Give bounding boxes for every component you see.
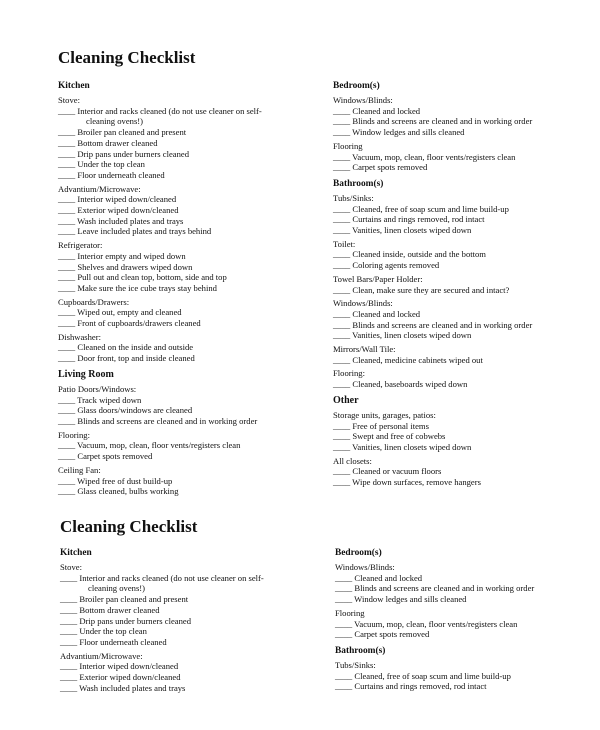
checklist-item — [333, 431, 598, 442]
checklist-item — [60, 683, 325, 694]
checklist-item — [58, 138, 323, 149]
checklist-item-text: ____ Wiped out, empty and cleaned — [58, 307, 182, 318]
section-heading: Kitchen — [60, 548, 92, 558]
section-heading: Bedroom(s) — [335, 548, 382, 558]
checklist-item-text: ____ Vanities, linen closets wiped down — [333, 225, 472, 236]
checklist-item — [333, 466, 598, 477]
item-group — [60, 562, 325, 648]
group-label: Flooring: — [58, 429, 90, 440]
checklist-item-text: ____ Glass doors/windows are cleaned — [58, 405, 193, 416]
checklist-item-text: ____ Interior wiped down/cleaned — [58, 194, 177, 205]
item-group — [58, 184, 323, 238]
checklist-item-text: ____ Cleaned, free of soap scum and lime build-up — [335, 670, 511, 681]
checklist-item-text: ____ Exterior wiped down/cleaned — [58, 205, 179, 216]
checklist-item-text: ____ Drip pans under burners cleaned — [58, 148, 190, 159]
checklist-item — [333, 106, 598, 117]
checklist-item — [335, 619, 600, 630]
checklist-item — [333, 116, 598, 127]
section-bathroom-s — [335, 645, 600, 692]
left-column — [58, 80, 323, 502]
group-label: Ceiling Fan: — [58, 464, 101, 475]
checklist-item-text: ____ Carpet spots removed — [333, 162, 428, 173]
checklist-item — [333, 127, 598, 138]
checklist-item-text: ____ Wiped free of dust build-up — [58, 475, 173, 486]
checklist-item-text: ____ Cleaned inside, outside and the bottom — [333, 249, 486, 260]
checklist-item-text: ____ Broiler pan cleaned and present — [60, 594, 189, 605]
item-group — [333, 141, 598, 173]
group-label: Tubs/Sinks: — [333, 192, 374, 203]
group-label: Tubs/Sinks: — [335, 659, 376, 670]
checklist-item-text: ____ Interior and racks cleaned (do not use cleaner on self- — [58, 105, 262, 116]
checklist-item-text: ____ Make sure the ice cube trays stay behind — [58, 282, 217, 293]
checklist-item — [333, 162, 598, 173]
checklist-item — [333, 214, 598, 225]
checklist-item — [60, 661, 325, 672]
checklist-page-2 — [0, 510, 600, 730]
group-label: Flooring — [335, 607, 365, 618]
group-label: Stove: — [60, 562, 82, 572]
page-title: Cleaning Checklist — [58, 48, 196, 67]
item-group — [333, 239, 598, 271]
section-living-room — [58, 369, 323, 497]
checklist-item-text: ____ Swept and free of cobwebs — [333, 431, 446, 442]
item-group — [333, 298, 598, 341]
checklist-item-text: ____ Vacuum, mop, clean, floor vents/registers clean — [58, 440, 241, 451]
group-label: Flooring: — [333, 368, 365, 379]
checklist-item — [58, 395, 323, 406]
group-label: Dishwasher: — [58, 331, 101, 342]
right-column — [335, 547, 600, 697]
checklist-item-text: ____ Interior and racks cleaned (do not use cleaner on self- — [60, 572, 264, 583]
group-label: Flooring — [333, 140, 363, 151]
group-label: Cupboards/Drawers: — [58, 296, 130, 307]
checklist-item — [58, 307, 323, 318]
group-label: Advantium/Microwave: — [58, 183, 141, 194]
checklist-item-text: ____ Vacuum, mop, clean, floor vents/registers clean — [335, 618, 518, 629]
checklist-item-text: ____ Window ledges and sills cleaned — [335, 594, 467, 605]
checklist-item-text: ____ Under the top clean — [58, 159, 145, 170]
right-column — [333, 80, 598, 493]
checklist-item-text: ____ Cleaned, free of soap scum and lime build-up — [333, 203, 509, 214]
group-label: Patio Doors/Windows: — [58, 383, 137, 394]
checklist-item — [333, 225, 598, 236]
checklist-item — [58, 318, 323, 329]
item-group — [58, 240, 323, 294]
checklist-item-text: ____ Coloring agents removed — [333, 260, 440, 271]
checklist-item — [333, 152, 598, 163]
checklist-item — [58, 416, 323, 427]
section-kitchen — [60, 547, 325, 693]
checklist-item-text: ____ Door front, top and inside cleaned — [58, 353, 195, 364]
checklist-item-text: ____ Exterior wiped down/cleaned — [60, 672, 181, 683]
checklist-item-text: ____ Carpet spots removed — [335, 629, 430, 640]
checklist-item — [333, 379, 598, 390]
checklist-item — [58, 272, 323, 283]
checklist-item-text: ____ Interior wiped down/cleaned — [60, 661, 179, 672]
section-bathroom-s — [333, 178, 598, 390]
item-group — [335, 562, 600, 605]
section-heading: Bathroom(s) — [333, 178, 384, 189]
item-group — [333, 410, 598, 453]
checklist-item — [333, 355, 598, 366]
checklist-item-text: ____ Vanities, linen closets wiped down — [333, 330, 472, 341]
section-kitchen — [58, 80, 323, 364]
checklist-item — [60, 594, 325, 605]
checklist-item-text: ____ Blinds and screens are cleaned and in working order — [58, 415, 258, 426]
item-group — [333, 368, 598, 389]
checklist-item — [58, 127, 323, 138]
checklist-item-text: ____ Wash included plates and trays — [58, 215, 184, 226]
checklist-item-text: ____ Glass cleaned, bulbs working — [58, 486, 179, 497]
item-group — [333, 193, 598, 236]
item-group — [58, 297, 323, 329]
checklist-item — [58, 451, 323, 462]
checklist-item-text: ____ Cleaned on the inside and outside — [58, 342, 194, 353]
group-label: Storage units, garages, patios: — [333, 409, 436, 420]
group-label: Advantium/Microwave: — [60, 650, 143, 661]
item-group — [333, 344, 598, 365]
checklist-item — [335, 681, 600, 692]
item-group — [58, 430, 323, 462]
item-group — [333, 95, 598, 138]
group-label: Stove: — [58, 95, 80, 105]
group-label: Windows/Blinds: — [333, 95, 393, 105]
checklist-item — [333, 309, 598, 320]
section-bedroom-s — [333, 80, 598, 173]
checklist-item — [58, 342, 323, 353]
checklist-item — [335, 671, 600, 682]
checklist-item-text: ____ Curtains and rings removed, rod intact — [335, 681, 487, 692]
checklist-item-text: ____ Blinds and screens are cleaned and in working order — [333, 319, 533, 330]
checklist-item-text: ____ Broiler pan cleaned and present — [58, 127, 187, 138]
checklist-item — [335, 629, 600, 640]
checklist-item-text: ____ Floor underneath cleaned — [58, 169, 165, 180]
item-group — [333, 456, 598, 488]
checklist-item — [58, 159, 323, 170]
checklist-item-text: ____ Cleaned and locked — [333, 308, 421, 319]
checklist-item — [58, 262, 323, 273]
checklist-item-text: ____ Free of personal items — [333, 420, 429, 431]
checklist-item-text: ____ Bottom drawer cleaned — [58, 137, 158, 148]
checklist-item-text: ____ Cleaned, baseboards wiped down — [333, 379, 468, 390]
group-label: Towel Bars/Paper Holder: — [333, 273, 423, 284]
checklist-item — [58, 353, 323, 364]
item-group — [58, 332, 323, 364]
checklist-item — [335, 583, 600, 594]
checklist-item — [58, 486, 323, 497]
checklist-item — [58, 216, 323, 227]
checklist-item-text: ____ Vanities, linen closets wiped down — [333, 441, 472, 452]
checklist-item — [58, 170, 323, 181]
checklist-item — [60, 637, 325, 648]
group-label: Windows/Blinds: — [333, 298, 393, 309]
checklist-item — [58, 194, 323, 205]
checklist-item-text: ____ Track wiped down — [58, 394, 142, 405]
section-heading: Kitchen — [58, 81, 90, 91]
checklist-item — [333, 249, 598, 260]
checklist-item — [333, 477, 598, 488]
checklist-item-text: ____ Blinds and screens are cleaned and in working order — [335, 583, 535, 594]
left-column — [60, 547, 325, 698]
checklist-item — [58, 405, 323, 416]
group-label: Mirrors/Wall Tile: — [333, 344, 396, 355]
checklist-item-text: ____ Floor underneath cleaned — [60, 636, 167, 647]
group-label: Windows/Blinds: — [335, 562, 395, 572]
checklist-item — [58, 476, 323, 487]
checklist-item-text: ____ Bottom drawer cleaned — [60, 604, 160, 615]
checklist-item — [333, 330, 598, 341]
checklist-item — [60, 573, 325, 584]
checklist-item-text: cleaning ovens!) — [88, 583, 146, 594]
item-group — [58, 465, 323, 497]
item-group — [335, 660, 600, 692]
checklist-item-text: ____ Leave included plates and trays behind — [58, 226, 212, 237]
section-heading: Living Room — [58, 368, 114, 380]
checklist-item-text: ____ Wash included plates and trays — [60, 682, 186, 693]
checklist-item — [60, 605, 325, 616]
checklist-item — [60, 616, 325, 627]
item-group — [58, 95, 323, 181]
checklist-item — [333, 260, 598, 271]
checklist-item — [58, 440, 323, 451]
checklist-item-text: ____ Vacuum, mop, clean, floor vents/registers clean — [333, 151, 516, 162]
checklist-item-text: ____ Blinds and screens are cleaned and in working order — [333, 116, 533, 127]
checklist-item-continuation — [58, 116, 323, 127]
section-heading: Bedroom(s) — [333, 81, 380, 91]
item-group — [335, 608, 600, 640]
checklist-item-text: ____ Cleaned and locked — [335, 572, 423, 583]
group-label: Refrigerator: — [58, 240, 103, 251]
checklist-item-text: ____ Clean, make sure they are secured and intact? — [333, 284, 510, 295]
checklist-item — [333, 421, 598, 432]
checklist-item — [335, 573, 600, 584]
checklist-item — [58, 226, 323, 237]
checklist-item — [335, 594, 600, 605]
section-other — [333, 395, 598, 488]
checklist-item — [58, 205, 323, 216]
checklist-item-text: ____ Front of cupboards/drawers cleaned — [58, 318, 201, 329]
group-label: Toilet: — [333, 238, 356, 249]
checklist-item-text: ____ Drip pans under burners cleaned — [60, 615, 192, 626]
checklist-item-text: ____ Cleaned, medicine cabinets wiped out — [333, 354, 483, 365]
checklist-item — [58, 283, 323, 294]
checklist-item — [58, 149, 323, 160]
checklist-item — [60, 672, 325, 683]
section-bedroom-s — [335, 547, 600, 640]
checklist-item — [333, 204, 598, 215]
checklist-item-text: ____ Shelves and drawers wiped down — [58, 261, 193, 272]
checklist-item — [333, 285, 598, 296]
checklist-item-text: ____ Under the top clean — [60, 626, 147, 637]
section-heading: Bathroom(s) — [335, 645, 386, 656]
item-group — [333, 274, 598, 295]
item-group — [58, 384, 323, 427]
group-label: All closets: — [333, 455, 372, 466]
item-group — [60, 651, 325, 694]
checklist-item-text: ____ Cleaned or vacuum floors — [333, 466, 442, 477]
checklist-item-text: ____ Carpet spots removed — [58, 451, 153, 462]
checklist-item — [60, 626, 325, 637]
checklist-item-text: ____ Wipe down surfaces, remove hangers — [333, 477, 481, 488]
checklist-item — [58, 251, 323, 262]
checklist-item-text: cleaning ovens!) — [86, 116, 144, 127]
page-title: Cleaning Checklist — [60, 517, 198, 536]
section-heading: Other — [333, 394, 359, 406]
checklist-item — [333, 442, 598, 453]
checklist-item-continuation — [60, 583, 325, 594]
checklist-item-text: ____ Interior empty and wiped down — [58, 250, 186, 261]
checklist-item-text: ____ Cleaned and locked — [333, 105, 421, 116]
checklist-item-text: ____ Curtains and rings removed, rod intact — [333, 214, 485, 225]
checklist-item-text: ____ Window ledges and sills cleaned — [333, 127, 465, 138]
checklist-item — [58, 106, 323, 117]
checklist-item-text: ____ Pull out and clean top, bottom, side and top — [58, 272, 227, 283]
checklist-item — [333, 320, 598, 331]
